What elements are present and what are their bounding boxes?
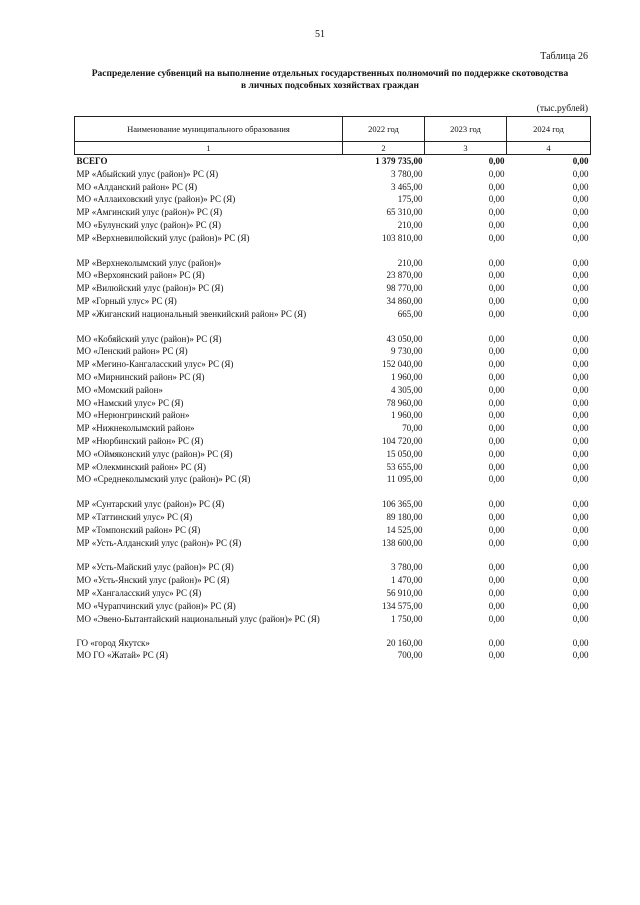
spacer-cell [343, 321, 425, 333]
row-name-cell: МО «Оймяконский улус (район)» РС (Я) [76, 448, 233, 459]
row-value-2022: 134 575,00 [382, 600, 423, 611]
row-value-2023: 0,00 [488, 435, 505, 446]
row-value-2022: 14 525,00 [386, 524, 423, 535]
spacer-cell [75, 486, 343, 498]
row-value-2024: 0,00 [572, 371, 589, 382]
row-name-cell: МР «Сунтарский улус (район)» РС (Я) [76, 499, 225, 510]
row-value-2023: 0,00 [488, 371, 505, 382]
row-value-2024: 0,00 [572, 181, 589, 192]
page-number: 51 [315, 29, 325, 40]
row-value-2023: 0,00 [488, 168, 505, 179]
row-value-2024: 0,00 [572, 575, 589, 586]
row-value-2022: 3 465,00 [391, 181, 423, 192]
row-value-2024: 0,00 [572, 600, 589, 611]
row-value-2022: 23 870,00 [386, 270, 423, 281]
spacer-cell [343, 486, 425, 498]
table-row [75, 448, 591, 461]
row-value-2022: 210,00 [397, 257, 423, 268]
row-name-cell: МО «Алданский район» РС (Я) [76, 181, 198, 192]
document-title-line-2: в личных подсобных хозяйствах граждан [241, 81, 419, 91]
row-value-2024: 0,00 [572, 461, 589, 472]
table-spacer-row [75, 321, 591, 333]
row-name-cell: МО «Мирнинский район» РС (Я) [76, 371, 205, 382]
table-row [75, 574, 591, 587]
row-value-2024: 0,00 [572, 283, 589, 294]
row-value-2022: 4 305,00 [391, 384, 423, 395]
row-value-2024: 0,00 [572, 499, 589, 510]
table-row [75, 384, 591, 397]
row-value-2022: 1 470,00 [391, 575, 423, 586]
table-row [75, 473, 591, 486]
row-value-2023: 0,00 [488, 397, 505, 408]
header-2024: 2024 год [507, 117, 591, 142]
row-value-2022: 665,00 [397, 308, 423, 319]
row-name-cell: МР «Хангаласский улус» РС (Я) [76, 587, 202, 598]
table-row [75, 600, 591, 613]
table-label: Таблица 26 [540, 51, 588, 62]
row-value-2023: 0,00 [488, 511, 505, 522]
table-row [75, 524, 591, 537]
spacer-cell [75, 321, 343, 333]
header-name: Наименование муниципального образования [75, 117, 343, 142]
table-row [75, 537, 591, 550]
row-value-2023: 0,00 [488, 295, 505, 306]
row-name-cell: МР «Верхневилюйский улус (район)» РС (Я) [76, 232, 250, 243]
spacer-cell [507, 549, 591, 561]
row-value-2024: 0,00 [572, 410, 589, 421]
row-value-2023: 0,00 [488, 359, 505, 370]
row-value-2022: 1 379 735,00 [375, 156, 423, 166]
row-name-cell: МР «Амгинский улус (район)» РС (Я) [76, 207, 223, 218]
row-value-2022: 3 780,00 [391, 562, 423, 573]
row-value-2024: 0,00 [572, 232, 589, 243]
table-row [75, 435, 591, 448]
table-body [75, 155, 591, 663]
row-value-2023: 0,00 [488, 194, 505, 205]
row-name-cell: МО «Аллаиховский улус (район)» РС (Я) [76, 194, 236, 205]
table-row [75, 181, 591, 194]
row-value-2023: 0,00 [488, 410, 505, 421]
header-num-4: 4 [507, 142, 591, 155]
row-name-cell: МО «Верхоянский район» РС (Я) [76, 270, 205, 281]
header-num-3: 3 [425, 142, 507, 155]
row-value-2023: 0,00 [488, 499, 505, 510]
row-name-cell: МР «Мегино-Кангаласский улус» РС (Я) [76, 359, 234, 370]
spacer-cell [425, 245, 507, 257]
row-value-2023: 0,00 [488, 600, 505, 611]
table-row [75, 649, 591, 662]
table-row [75, 168, 591, 181]
table-row [75, 206, 591, 219]
row-value-2023: 0,00 [488, 219, 505, 230]
spacer-cell [507, 486, 591, 498]
row-name-cell: ГО «город Якутск» [76, 637, 150, 648]
row-value-2022: 70,00 [402, 423, 423, 434]
subsidy-table [74, 116, 591, 662]
row-value-2023: 0,00 [488, 333, 505, 344]
table-row [75, 371, 591, 384]
table-row [75, 269, 591, 282]
row-name-cell: МР «Горный улус» РС (Я) [76, 295, 177, 306]
row-name-cell: МО «Намский улус» РС (Я) [76, 397, 184, 408]
document-title-line-1: Распределение субвенций на выполнение отдельных государственных полномочий по поддержке скотоводства [91, 69, 569, 79]
row-value-2022: 11 095,00 [386, 474, 423, 485]
table-row [75, 257, 591, 270]
row-value-2024: 0,00 [572, 423, 589, 434]
table-total-row [75, 155, 591, 168]
spacer-cell [425, 549, 507, 561]
row-value-2024: 0,00 [572, 207, 589, 218]
row-value-2023: 0,00 [488, 308, 505, 319]
spacer-cell [507, 245, 591, 257]
row-value-2022: 78 960,00 [386, 397, 423, 408]
table-row [75, 219, 591, 232]
row-name-cell: МР «Таттинский улус» РС (Я) [76, 511, 193, 522]
row-name-cell: МО «Среднеколымский улус (район)» РС (Я) [76, 474, 251, 485]
row-value-2022: 34 860,00 [386, 295, 423, 306]
row-value-2023: 0,00 [488, 270, 505, 281]
table-spacer-row [75, 486, 591, 498]
row-value-2023: 0,00 [488, 283, 505, 294]
table-row [75, 461, 591, 474]
row-name-cell: МО «Булунский улус (район)» РС (Я) [76, 219, 221, 230]
row-name-cell: МО «Чурапчинский улус (район)» РС (Я) [76, 600, 236, 611]
row-value-2023: 0,00 [488, 232, 505, 243]
table-row [75, 422, 591, 435]
units-label: (тыс.рублей) [536, 104, 588, 114]
row-name-cell: МР «Томпонский район» РС (Я) [76, 524, 201, 535]
row-name-cell: МО ГО «Жатай» РС (Я) [76, 650, 169, 661]
row-value-2023: 0,00 [488, 524, 505, 535]
table-row [75, 409, 591, 422]
row-value-2022: 1 960,00 [391, 371, 423, 382]
row-name-cell: МР «Нижнеколымский район» [76, 423, 195, 434]
row-value-2022: 1 750,00 [391, 613, 423, 624]
row-value-2022: 104 720,00 [382, 435, 423, 446]
row-name-cell: МР «Вилюйский улус (район)» РС (Я) [76, 283, 224, 294]
row-name-cell: МР «Нюрбинский район» РС (Я) [76, 435, 204, 446]
row-value-2023: 0,00 [488, 257, 505, 268]
row-value-2024: 0,00 [572, 359, 589, 370]
row-value-2024: 0,00 [572, 474, 589, 485]
row-value-2022: 9 730,00 [391, 346, 423, 357]
row-value-2024: 0,00 [572, 156, 589, 166]
header-num-1: 1 [75, 142, 343, 155]
row-value-2024: 0,00 [572, 435, 589, 446]
table-row [75, 498, 591, 511]
row-value-2022: 138 600,00 [382, 537, 423, 548]
row-value-2023: 0,00 [488, 346, 505, 357]
row-value-2024: 0,00 [572, 219, 589, 230]
table-spacer-row [75, 245, 591, 257]
spacer-cell [343, 245, 425, 257]
row-value-2023: 0,00 [488, 613, 505, 624]
row-value-2022: 65 310,00 [386, 207, 423, 218]
row-value-2023: 0,00 [488, 562, 505, 573]
row-value-2023: 0,00 [488, 461, 505, 472]
spacer-cell [425, 321, 507, 333]
row-name-cell: МР «Усть-Алданский улус (район)» РС (Я) [76, 537, 242, 548]
row-value-2022: 43 050,00 [386, 333, 423, 344]
row-value-2024: 0,00 [572, 637, 589, 648]
table-row [75, 232, 591, 245]
row-value-2024: 0,00 [572, 562, 589, 573]
row-value-2024: 0,00 [572, 346, 589, 357]
table-row [75, 613, 591, 637]
spacer-cell [507, 321, 591, 333]
row-value-2023: 0,00 [488, 575, 505, 586]
row-name-cell: МО «Эвено-Бытантайский национальный улус (район)» РС (Я) [76, 613, 320, 624]
header-2023: 2023 год [425, 117, 507, 142]
row-name-cell: ВСЕГО [76, 156, 108, 166]
table-row [75, 333, 591, 346]
spacer-cell [75, 549, 343, 561]
spacer-cell [425, 486, 507, 498]
header-num-2: 2 [343, 142, 425, 155]
row-value-2024: 0,00 [572, 587, 589, 598]
row-value-2022: 3 780,00 [391, 168, 423, 179]
table-spacer-row [75, 549, 591, 561]
table-row [75, 511, 591, 524]
table-header [75, 117, 591, 155]
row-value-2023: 0,00 [488, 423, 505, 434]
row-value-2023: 0,00 [488, 207, 505, 218]
row-name-cell: МР «Жиганский национальный эвенкийский район» РС (Я) [76, 308, 307, 319]
row-value-2023: 0,00 [488, 384, 505, 395]
row-value-2022: 1 960,00 [391, 410, 423, 421]
row-value-2023: 0,00 [488, 474, 505, 485]
row-value-2024: 0,00 [572, 537, 589, 548]
row-value-2022: 89 180,00 [386, 511, 423, 522]
row-name-cell: МР «Олекминский район» РС (Я) [76, 461, 206, 472]
row-name-cell: МО «Нерюнгринский район» [76, 410, 190, 421]
row-name-cell: МО «Кобяйский улус (район)» РС (Я) [76, 333, 222, 344]
row-value-2024: 0,00 [572, 270, 589, 281]
table-row [75, 308, 591, 321]
row-value-2022: 152 040,00 [382, 359, 423, 370]
table-row [75, 358, 591, 371]
row-value-2022: 98 770,00 [386, 283, 423, 294]
row-value-2022: 53 655,00 [386, 461, 423, 472]
row-value-2024: 0,00 [572, 397, 589, 408]
row-name-cell: МР «Усть-Майский улус (район)» РС (Я) [76, 562, 234, 573]
table-row [75, 637, 591, 650]
row-value-2024: 0,00 [572, 194, 589, 205]
row-value-2024: 0,00 [572, 333, 589, 344]
row-name-cell: МР «Абыйский улус (район)» РС (Я) [76, 168, 219, 179]
row-value-2023: 0,00 [488, 650, 505, 661]
row-value-2024: 0,00 [572, 511, 589, 522]
row-name-cell: МО «Момский район» [76, 384, 163, 395]
document-title [70, 68, 590, 92]
row-value-2022: 56 910,00 [386, 587, 423, 598]
row-value-2024: 0,00 [572, 168, 589, 179]
row-value-2023: 0,00 [488, 537, 505, 548]
row-value-2024: 0,00 [572, 257, 589, 268]
spacer-cell [75, 245, 343, 257]
row-value-2022: 700,00 [397, 650, 423, 661]
row-name-cell: МО «Ленский район» РС (Я) [76, 346, 188, 357]
row-value-2023: 0,00 [488, 448, 505, 459]
row-value-2023: 0,00 [488, 156, 505, 166]
row-value-2023: 0,00 [488, 637, 505, 648]
row-value-2024: 0,00 [572, 384, 589, 395]
row-value-2024: 0,00 [572, 524, 589, 535]
row-value-2022: 20 160,00 [386, 637, 423, 648]
row-value-2024: 0,00 [572, 295, 589, 306]
header-2022: 2022 год [343, 117, 425, 142]
row-value-2024: 0,00 [572, 650, 589, 661]
table-row [75, 587, 591, 600]
row-value-2022: 15 050,00 [386, 448, 423, 459]
table-row [75, 295, 591, 308]
row-name-cell: МР «Верхнеколымский улус (район)» [76, 257, 222, 268]
row-value-2022: 210,00 [397, 219, 423, 230]
row-name-cell: МО «Усть-Янский улус (район)» РС (Я) [76, 575, 230, 586]
table-row [75, 282, 591, 295]
table-row [75, 193, 591, 206]
row-value-2024: 0,00 [572, 613, 589, 624]
row-value-2022: 175,00 [397, 194, 423, 205]
row-value-2023: 0,00 [488, 181, 505, 192]
row-value-2024: 0,00 [572, 308, 589, 319]
row-value-2022: 103 810,00 [382, 232, 423, 243]
table-row [75, 561, 591, 574]
spacer-cell [343, 549, 425, 561]
row-value-2024: 0,00 [572, 448, 589, 459]
table-row [75, 397, 591, 410]
row-value-2023: 0,00 [488, 587, 505, 598]
table-row [75, 345, 591, 358]
row-value-2022: 106 365,00 [382, 499, 423, 510]
